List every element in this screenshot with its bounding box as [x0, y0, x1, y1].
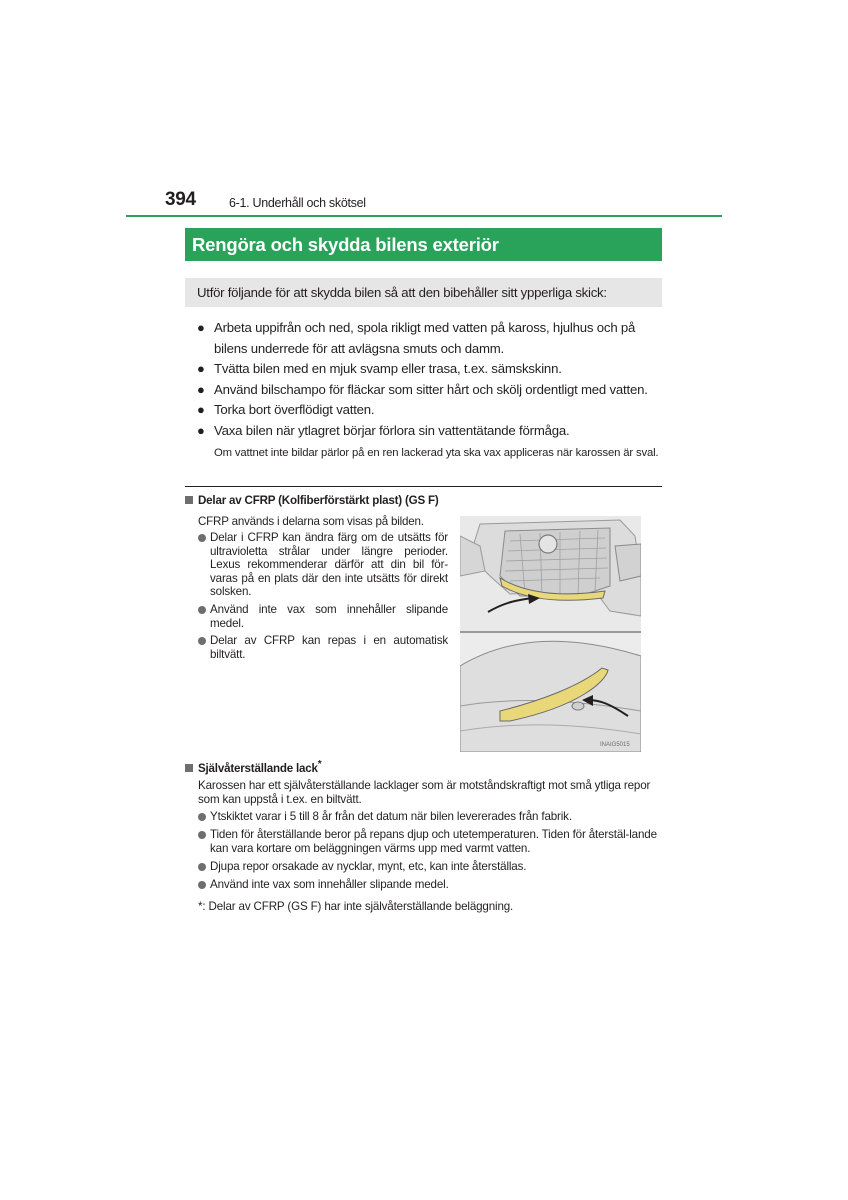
footnote: *: Delar av CFRP (GS F) har inte självåterställande beläggning. — [198, 900, 514, 913]
list-item: Djupa repor orsakade av nycklar, mynt, etc, kan inte återställas. — [198, 860, 662, 874]
self-healing-heading: Självåterställande lack* — [185, 759, 322, 775]
front-bumper-drawing — [460, 516, 641, 632]
cfrp-heading: Delar av CFRP (Kolfiberförstärkt plast) (GS F) — [185, 494, 439, 507]
bullet-icon: ● — [197, 402, 205, 417]
figure-code: INAIG5015 — [600, 742, 630, 748]
header-rule — [126, 215, 722, 217]
rear-spoiler-drawing — [460, 633, 641, 752]
section-label: 6-1. Underhåll och skötsel — [229, 196, 366, 210]
list-item: ● Torka bort överflödigt vatten. — [197, 400, 662, 421]
list-item: Delar i CFRP kan ändra färg om de utsätts för ultravioletta strålar under längre perioder. Lexus rekommenderar därför att din bil för-varas på en plats där den inte utsätts för direkt solsken. — [198, 531, 448, 599]
divider — [185, 486, 662, 487]
list-item: ● Vaxa bilen när ytlagret börjar förlora sin vattentätande förmåga. — [197, 421, 662, 442]
list-item: ● Använd bilschampo för fläckar som sitter hårt och skölj ordentligt med vatten. — [197, 380, 662, 401]
bullet-icon — [198, 881, 206, 889]
bullet-icon: ● — [197, 361, 205, 376]
bullet-icon — [198, 813, 206, 821]
list-item: Ytskiktet varar i 5 till 8 år från det datum när bilen levererades från fabrik. — [198, 810, 662, 824]
square-bullet-icon — [185, 496, 193, 504]
main-bullet-list — [197, 318, 662, 441]
bullet-icon — [198, 637, 206, 645]
bullet-icon — [198, 606, 206, 614]
page-number: 394 — [165, 189, 196, 210]
list-item: ● Tvätta bilen med en mjuk svamp eller trasa, t.ex. sämskskinn. — [197, 359, 662, 380]
cfrp-parts-illustration — [460, 516, 641, 752]
list-item: Använd inte vax som innehåller slipande medel. — [198, 878, 662, 892]
self-healing-intro: Karossen har ett självåterställande lacklager som är motståndskraftigt mot små ytliga repor som kan uppstå i t.ex. en biltvätt. — [198, 779, 651, 806]
bullet-icon — [198, 831, 206, 839]
list-item: Använd inte vax som innehåller slipande medel. — [198, 603, 448, 630]
bullet-icon: ● — [197, 381, 205, 397]
bullet-icon: ● — [197, 320, 205, 335]
cfrp-bullet-list — [198, 531, 448, 665]
bullet-icon — [198, 863, 206, 871]
page-title: Rengöra och skydda bilens exteriör — [185, 228, 662, 261]
main-note: Om vattnet inte bildar pärlor på en ren lackerad yta ska vax appliceras när karossen är sval. — [214, 447, 659, 459]
cfrp-intro: CFRP används i delarna som visas på bilden. — [198, 515, 424, 528]
square-bullet-icon — [185, 764, 193, 772]
list-item: Tiden för återställande beror på repans djup och utetemperaturen. Tiden för återstäl-lande kan vara kortare om beläggningen värms upp med varmt vatten. — [198, 828, 662, 856]
self-healing-bullet-list — [198, 810, 662, 896]
list-item: Delar av CFRP kan repas i en automatisk biltvätt. — [198, 634, 448, 661]
intro-box: Utför följande för att skydda bilen så att den bibehåller sitt ypperliga skick: — [185, 278, 662, 307]
list-item: ● Arbeta uppifrån och ned, spola rikligt med vatten på kaross, hjulhus och på bilens underrede för att avlägsna smuts och damm. — [197, 320, 636, 356]
bullet-icon: ● — [197, 422, 205, 438]
bullet-icon — [198, 534, 206, 542]
